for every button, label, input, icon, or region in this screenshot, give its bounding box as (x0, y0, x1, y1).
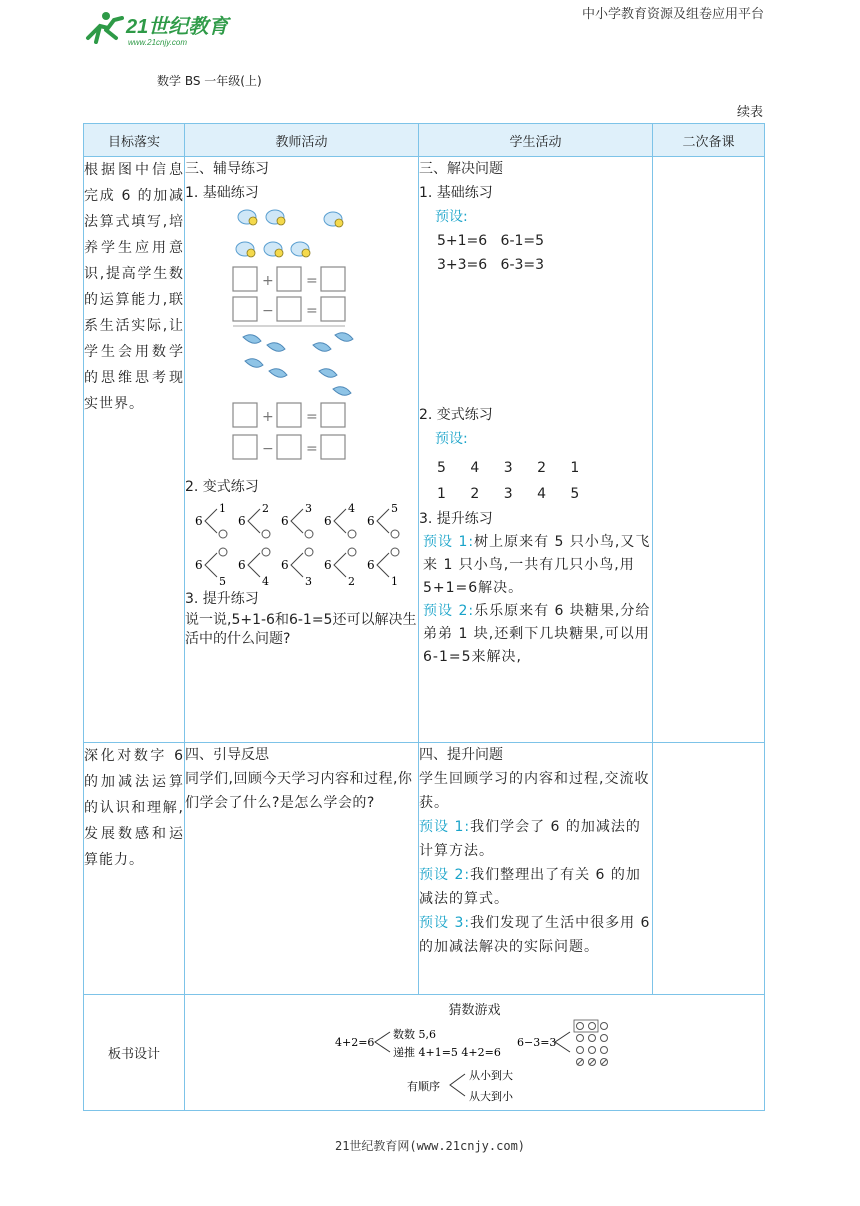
preset-label: 预设: (435, 431, 468, 447)
col-notes: 二次备课 (653, 124, 765, 157)
preset-label: 预设 2: (423, 603, 475, 619)
split-branch (291, 553, 303, 577)
goal-cell: 深化对数字 6 的加减法运算的认识和理解,发展数感和运算能力。 (84, 743, 185, 995)
table-row (84, 157, 765, 743)
split-blank-circle (305, 548, 313, 556)
equation-line: 5+1=6 6-1=5 (437, 233, 545, 249)
split-root: 6 (367, 514, 375, 528)
split-given-number: 1 (219, 502, 226, 515)
split-blank-circle (391, 530, 399, 538)
student-cell (419, 743, 653, 995)
minus-sign: − (262, 441, 274, 457)
split-blank-circle (262, 548, 270, 556)
minus-sign: − (262, 303, 274, 319)
subject-grade: 数学 BS 一年级(上) (157, 74, 262, 88)
split-branch (334, 553, 346, 577)
equals-sign: = (306, 303, 318, 319)
table-header (84, 124, 765, 157)
split-blank-circle (219, 548, 227, 556)
answer-boxes (233, 403, 345, 459)
notes-cell (653, 157, 765, 743)
teacher-cell (185, 743, 419, 995)
split-root: 6 (238, 558, 246, 572)
student-section-title: 三、解决问题 (419, 161, 503, 177)
board-label: 板书设计 (84, 995, 185, 1111)
preset-text: 树上原来有 5 只小鸟,又飞来 1 只小鸟,一共有几只小鸟,用5+1=6解决。 (423, 534, 651, 596)
preset-label: 预设 1: (419, 819, 471, 835)
split-given-number: 1 (391, 575, 398, 587)
split-given-number: 4 (262, 575, 269, 587)
board-branch-count: 数数 5,6 (393, 1028, 436, 1041)
teacher-text: 同学们,回顾今天学习内容和过程,你们学会了什么?是怎么学会的? (185, 771, 413, 811)
equals-sign: = (306, 273, 318, 289)
split-branch (248, 509, 260, 533)
split-blank-circle (262, 530, 270, 538)
split-blank-circle (305, 530, 313, 538)
student-text: 学生回顾学习的内容和过程,交流收获。 (419, 771, 650, 811)
board-cell (185, 995, 765, 1111)
split-blank-circle (219, 530, 227, 538)
preset-text: 乐乐原来有 6 块糖果,分给弟弟 1 块,还剩下几块糖果,可以用6-1=5来解决, (423, 603, 651, 665)
split-blank-circle (348, 530, 356, 538)
plus-sign: + (262, 409, 274, 425)
split-root: 6 (195, 514, 203, 528)
split-branch (205, 509, 217, 533)
board-row (84, 995, 765, 1111)
student-section-title: 四、提升问题 (419, 747, 503, 763)
equation-line: 3+3=6 6-3=3 (437, 257, 545, 273)
split-branch (248, 553, 260, 577)
split-branch (377, 509, 389, 533)
split-given-number: 4 (348, 502, 355, 515)
split-root: 6 (238, 514, 246, 528)
split-root: 6 (281, 514, 289, 528)
split-branch (291, 509, 303, 533)
preset-label: 预设 3: (419, 915, 471, 931)
continued-label: 续表 (736, 105, 763, 120)
split-branch (205, 553, 217, 577)
footer: 21世纪教育网(www.21cnjy.com) (334, 1139, 526, 1153)
preset-label: 预设 2: (419, 867, 471, 883)
equals-sign: = (306, 409, 318, 425)
lesson-table (83, 123, 765, 1111)
logo-url: www.21cnjy.com (128, 38, 187, 47)
platform-name: 中小学教育资源及组卷应用平台 (581, 7, 764, 22)
circle-dots (574, 1020, 608, 1066)
split-given-number: 5 (391, 502, 398, 515)
teacher-cell (185, 157, 419, 743)
answer-numbers-top: 5 4 3 2 1 (437, 460, 590, 476)
goal-cell: 根据图中信息完成 6 的加减法算式填写,培养学生应用意识,提高学生数的运算能力,联系生活实际,让学生会用数学的思维思考现实世界。 (84, 157, 185, 743)
split-blank-circle (391, 548, 399, 556)
board-left-eq: 4+2=6 (335, 1036, 375, 1049)
teacher-variant-title: 2. 变式练习 (185, 479, 259, 495)
logo (78, 8, 238, 48)
split-given-number: 2 (348, 575, 355, 587)
answer-boxes (233, 267, 345, 321)
preset-text: 我们发现了生活中很多用 6 的加减法解决的实际问题。 (419, 915, 651, 955)
board-order: 有顺序 (407, 1080, 440, 1093)
board-right-eq: 6−3=3 (517, 1036, 557, 1049)
col-goal: 目标落实 (84, 124, 185, 157)
teacher-basic-title: 1. 基础练习 (185, 185, 259, 201)
split-root: 6 (324, 514, 332, 528)
board-branch-recur: 递推 4+1=5 4+2=6 (393, 1046, 501, 1059)
split-blank-circle (348, 548, 356, 556)
student-advanced-title: 3. 提升练习 (419, 511, 493, 527)
student-basic-title: 1. 基础练习 (419, 185, 493, 201)
split-given-number: 5 (219, 575, 226, 587)
split-given-number: 2 (262, 502, 269, 515)
bird-icon (243, 333, 353, 396)
runner-icon (88, 12, 122, 42)
answer-numbers-bottom: 1 2 3 4 5 (437, 486, 590, 502)
equals-sign: = (306, 441, 318, 457)
col-teacher: 教师活动 (185, 124, 419, 157)
col-student: 学生活动 (419, 124, 653, 157)
split-branch (334, 509, 346, 533)
basic-exercise-picture (185, 205, 405, 475)
board-order-desc: 从大到小 (469, 1090, 513, 1103)
preset-text: 我们学会了 6 的加减法的计算方法。 (419, 819, 641, 859)
logo-text: 21世纪教育 (126, 16, 229, 38)
split-branch (377, 553, 389, 577)
split-given-number: 3 (305, 575, 312, 587)
student-cell (419, 157, 653, 743)
preset-label: 预设 1: (423, 534, 475, 550)
split-given-number: 3 (305, 502, 312, 515)
table-row (84, 743, 765, 995)
preset-label: 预设: (435, 209, 468, 225)
teacher-advanced-title: 3. 提升练习 (185, 591, 259, 607)
teacher-question: 说一说,5+1-6和6-1=5还可以解决生活中的什么问题? (185, 612, 417, 647)
preset-text: 我们整理出了有关 6 的加减法的算式。 (419, 867, 641, 907)
notes-cell (653, 743, 765, 995)
split-root: 6 (281, 558, 289, 572)
board-title: 猜数游戏 (448, 1003, 501, 1018)
teacher-section-title: 三、辅导练习 (185, 161, 269, 177)
split-root: 6 (324, 558, 332, 572)
number-split-diagram (185, 499, 405, 587)
teacher-section-title: 四、引导反思 (185, 747, 269, 763)
board-diagram (185, 1018, 764, 1106)
split-root: 6 (195, 558, 203, 572)
board-order-asc: 从小到大 (469, 1069, 513, 1082)
split-root: 6 (367, 558, 375, 572)
plus-sign: + (262, 273, 274, 289)
student-variant-title: 2. 变式练习 (419, 407, 493, 423)
